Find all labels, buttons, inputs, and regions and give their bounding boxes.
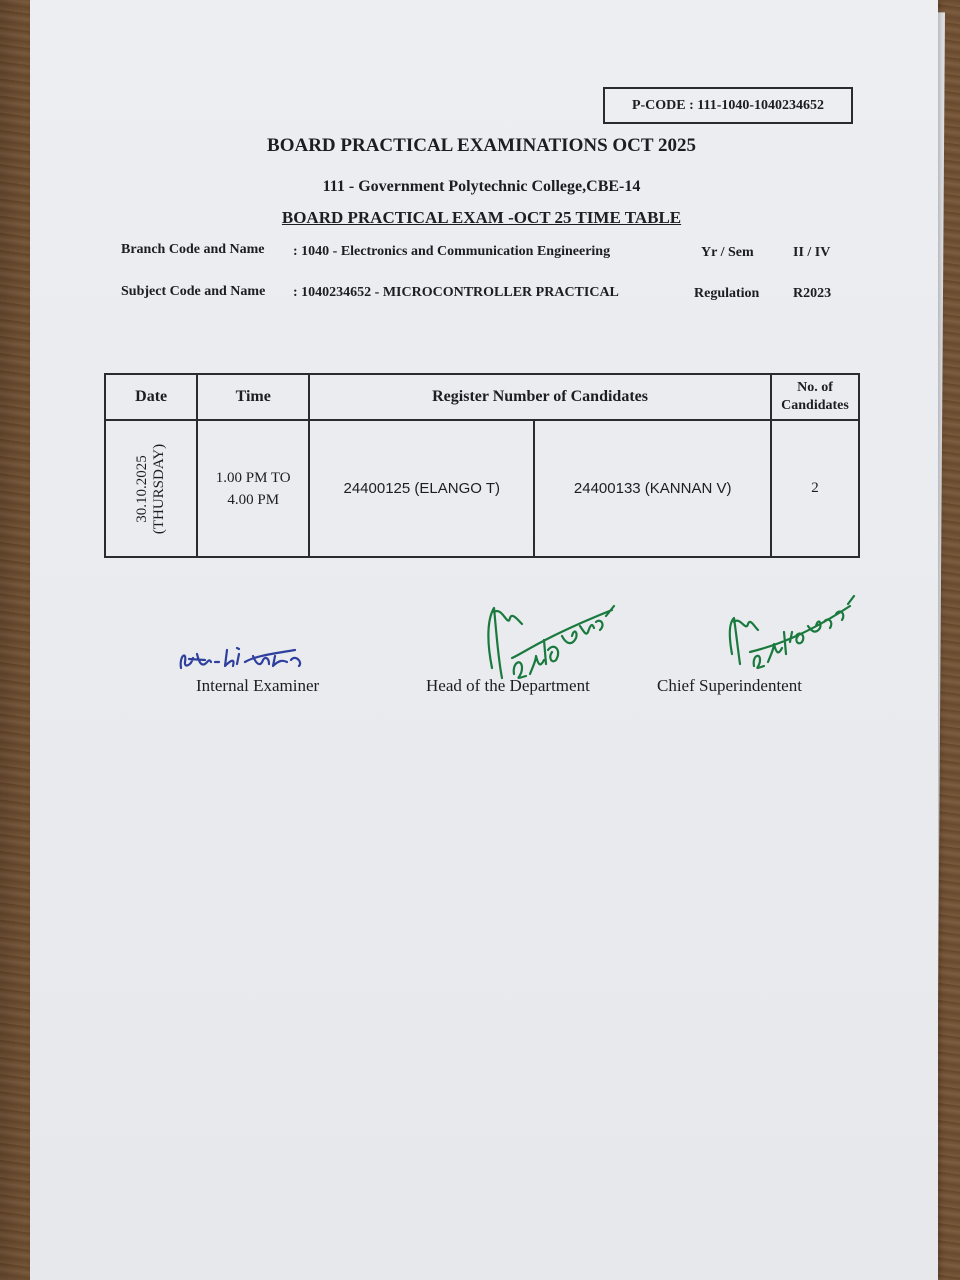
college-name: 111 - Government Polytechnic College,CBE-14 [322,178,641,195]
regulation-value: R2023 [793,286,832,301]
time-line1: 1.00 PM TO [215,469,291,486]
date-value: 30.10.2025 [134,454,151,523]
timetable [104,373,860,558]
yrsem-value: II / IV [793,245,831,260]
date-rotated [134,443,168,533]
time-cell [197,420,309,557]
date-cell [105,420,197,557]
hod-signature [482,598,622,688]
header-register: Register Number of Candidates [309,374,771,420]
subject-value: : 1040234652 - MICROCONTROLLER PRACTICAL [293,285,619,300]
pcode-box [603,87,853,124]
yrsem-label: Yr / Sem [701,245,754,260]
branch-label: Branch Code and Name [121,242,265,257]
header-count [771,374,859,420]
regulation-label: Regulation [694,286,760,301]
day-value: (THURSDAY) [151,443,168,534]
header-date: Date [105,374,197,420]
chief-superintendent-label: Chief Superindentent [657,676,802,695]
chief-signature [724,592,864,674]
document-sheet [30,0,938,1280]
table-header-row [105,374,859,420]
table-row [105,420,859,557]
timetable-title: BOARD PRACTICAL EXAM -OCT 25 TIME TABLE [281,208,682,227]
document-title: BOARD PRACTICAL EXAMINATIONS OCT 2025 [267,135,696,156]
pcode-text: P-CODE : 111-1040-1040234652 [631,97,825,113]
header-count-line2: Candidates [781,398,849,413]
branch-value: : 1040 - Electronics and Communication Engineering [293,244,611,259]
header-count-line1: No. of [797,380,833,395]
candidate-2-cell: 24400133 (KANNAN V) [534,420,771,557]
internal-examiner-signature [175,632,325,676]
subject-label: Subject Code and Name [121,284,266,299]
time-line2: 4.00 PM [227,491,280,508]
header-time: Time [197,374,309,420]
internal-examiner-label: Internal Examiner [196,676,320,695]
count-cell: 2 [771,420,859,557]
candidate-1-cell: 24400125 (ELANGO T) [309,420,534,557]
hod-label: Head of the Department [426,676,590,695]
